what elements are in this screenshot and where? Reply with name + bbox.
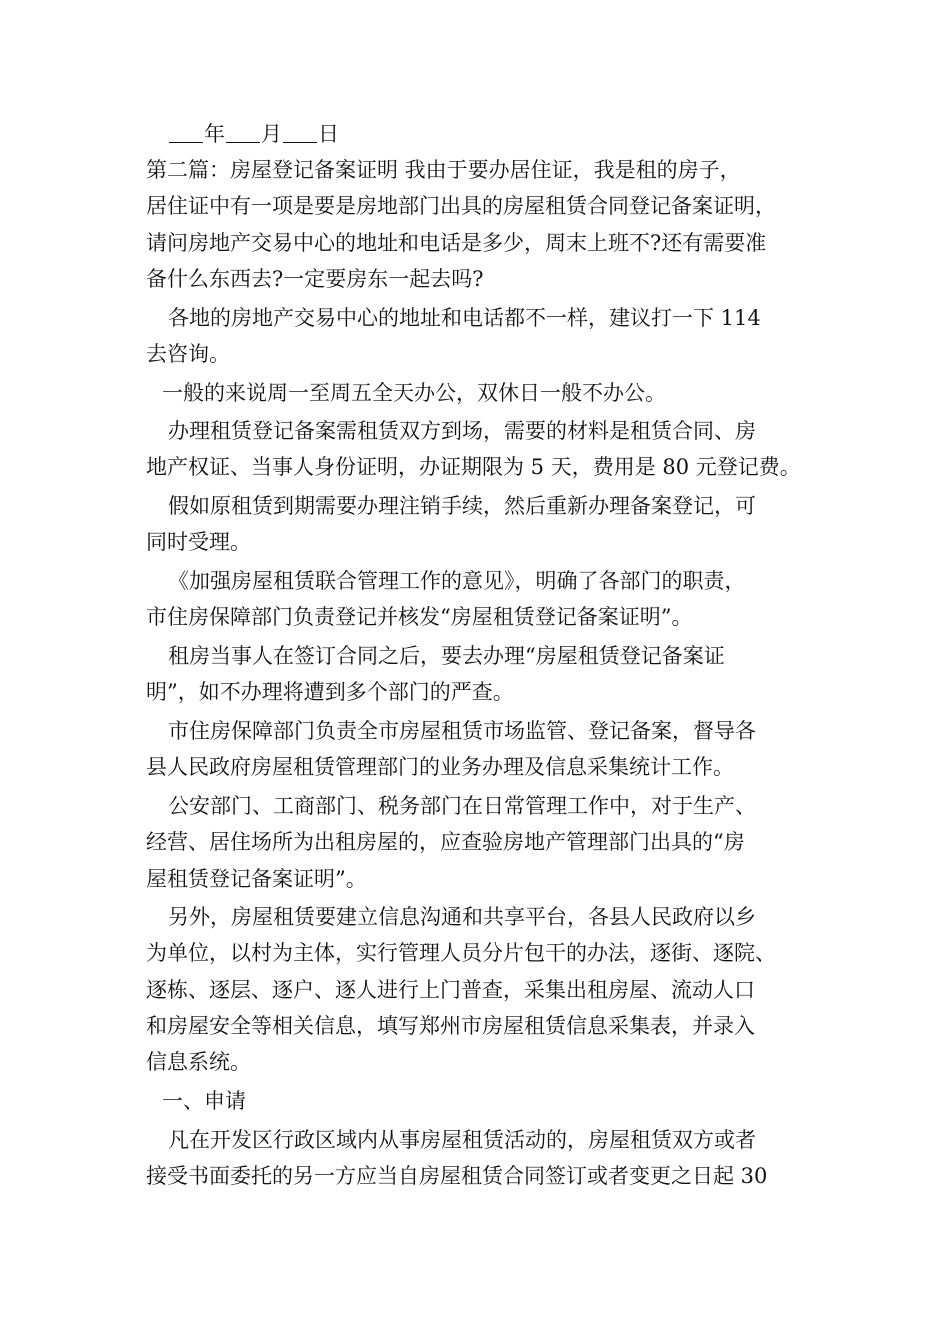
text-line: 租房当事人在签订合同之后，要去办理“房屋租赁登记备案证 <box>168 644 725 669</box>
section-heading-line: 第二篇：房屋登记备案证明 我由于要办居住证，我是租的房子， <box>146 158 741 183</box>
day-blank <box>283 122 317 143</box>
text-line: 去咨询。 <box>146 341 230 366</box>
text-line: 市住房保障部门负责登记并核发“房屋租赁登记备案证明”。 <box>146 605 693 630</box>
month-blank <box>226 122 260 143</box>
text-line: 居住证中有一项是要是房地部门出具的房屋租赁合同登记备案证明， <box>146 194 776 219</box>
text-line: 和房屋安全等相关信息，填写郑州市房屋租赁信息采集表，并录入 <box>146 1013 755 1038</box>
year-label: 年 <box>204 122 225 146</box>
text-line: 《加强房屋租赁联合管理工作的意见》，明确了各部门的职责， <box>168 569 746 594</box>
text-line: 屋租赁登记备案证明”。 <box>146 866 367 891</box>
text-line: 办理租赁登记备案需租赁双方到场，需要的材料是租赁合同、房 <box>168 419 756 444</box>
text-line: 请问房地产交易中心的地址和电话是多少，周末上班不?还有需要准 <box>146 230 767 255</box>
text-line: 信息系统。 <box>146 1050 251 1075</box>
text-line: 经营、居住场所为出租房屋的，应查验房地产管理部门出具的“房 <box>146 830 745 855</box>
text-line: 明”，如不办理将遭到多个部门的严查。 <box>146 680 514 705</box>
text-line: 为单位，以村为主体，实行管理人员分片包干的办法，逐街、逐院、 <box>146 941 776 966</box>
text-line: 县人民政府房屋租赁管理部门的业务办理及信息采集统计工作。 <box>146 755 734 780</box>
subheading-line: 一、申请 <box>162 1088 246 1113</box>
text-line: 同时受理。 <box>146 530 251 555</box>
month-label: 月 <box>261 122 282 146</box>
text-line: 公安部门、工商部门、税务部门在日常管理工作中，对于生产、 <box>168 794 756 819</box>
text-line: 地产权证、当事人身份证明，办证期限为 5 天，费用是 80 元登记费。 <box>146 455 801 480</box>
text-line: 另外，房屋租赁要建立信息沟通和共享平台，各县人民政府以乡 <box>168 905 756 930</box>
date-line <box>146 116 814 152</box>
text-line: 各地的房地产交易中心的地址和电话都不一样，建议打一下 114 <box>168 305 761 330</box>
text-line: 假如原租赁到期需要办理注销手续，然后重新办理备案登记，可 <box>168 494 756 519</box>
day-label: 日 <box>318 122 339 146</box>
text-line: 凡在开发区行政区域内从事房屋租赁活动的，房屋租赁双方或者 <box>168 1127 756 1152</box>
text-line: 逐栋、逐层、逐户、逐人进行上门普查，采集出租房屋、流动人口 <box>146 977 755 1002</box>
text-line: 接受书面委托的另一方应当自房屋租赁合同签订或者变更之日起 30 <box>146 1163 768 1188</box>
year-blank <box>169 122 203 143</box>
text-line: 备什么东西去?一定要房东一起去吗? <box>146 266 484 291</box>
document-body <box>146 116 814 1194</box>
text-line: 一般的来说周一至周五全天办公，双休日一般不办公。 <box>162 380 666 405</box>
text-line: 市住房保障部门负责全市房屋租赁市场监管、登记备案，督导各 <box>168 719 756 744</box>
